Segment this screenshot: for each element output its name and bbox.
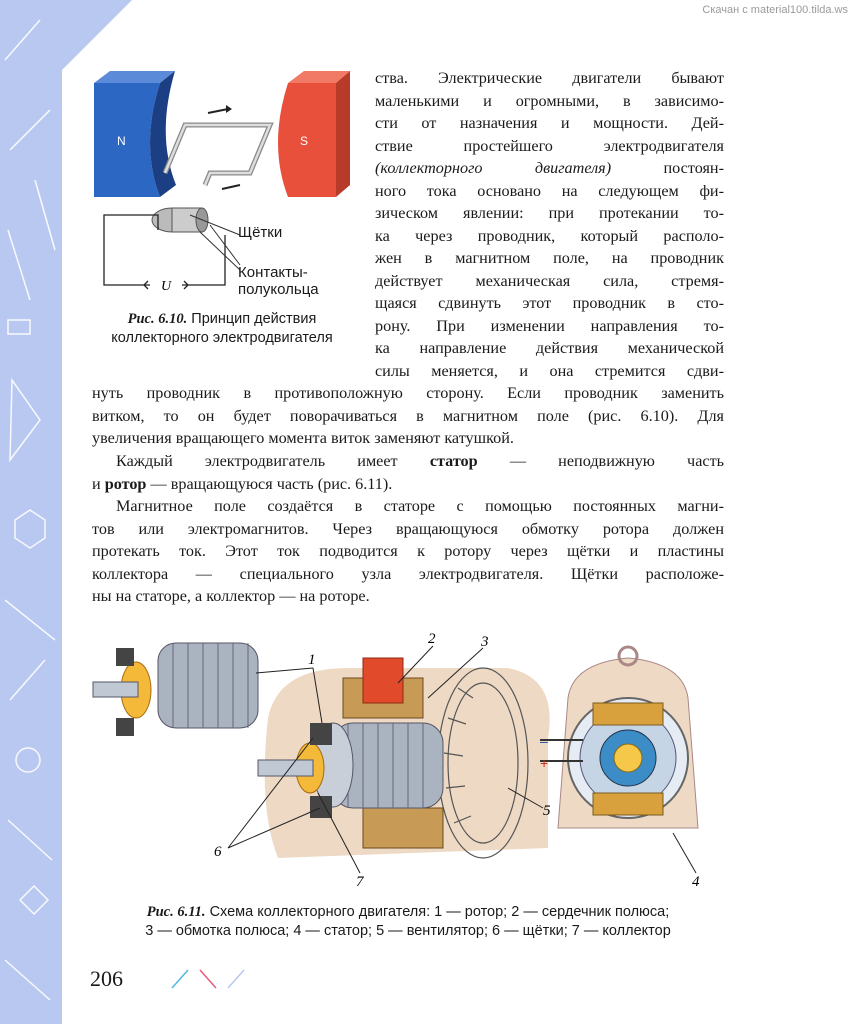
callout-4: 4 (692, 874, 700, 890)
callout-2: 2 (428, 631, 436, 647)
callout-1: 1 (308, 652, 316, 668)
callout-5: 5 (543, 803, 551, 819)
pole-n-label: N (117, 134, 126, 148)
callout-7: 7 (356, 874, 364, 890)
geometric-pattern-icon (0, 0, 62, 1024)
minus-terminal: – (540, 733, 548, 749)
page-decoration-icon (170, 968, 260, 990)
side-decoration-strip (0, 0, 62, 1024)
contacts-label: Контакты- полукольца (238, 264, 319, 298)
body-paragraph-1: нуть проводник в противоположную сторону. Если проводник заменить витком, то он будет поворачиваться в магнитном поле (рис. 6.10). Для увеличения вращающего момента виток заменяют катушкой. (92, 384, 724, 447)
pole-core-top (363, 658, 403, 703)
right-column-text: ства. Электрические двигатели бывают маленькими и огромными, в зависимо- сти от назначения и мощности. Дей- ствие простейшего электродвигателя (коллекторного двигателя) постоян- ного тока основано на следующем фи- зическом явлении: при протекании то- ка через проводник, который располо- жен в магнитном поле, на проводник действует механическая сила, стремя- щаяся сдвинуть этот проводник в сто- рону. При изменении направления то- ка направление действия механической силы меняется, и она стремится сдви- (375, 69, 724, 380)
figure-6-11-illustration (88, 628, 728, 898)
body-paragraph-2: Каждый электродвигатель имеет статор — неподвижную часть и ротор — вращающуюся часть (рис. 6.11). (92, 452, 725, 493)
pole-s-label: S (300, 134, 309, 148)
callout-6: 6 (214, 844, 222, 860)
watermark: Скачан с material100.tilda.ws (702, 4, 848, 16)
figure-6-11-caption: Рис. 6.11. Схема коллекторного двигателя: 1 — ротор; 2 — сердечник полюса; 3 — обмотка полюса; 4 — статор; 5 — вентилятор; 6 — щётки; 7 — коллектор (145, 904, 671, 939)
brush-top (310, 723, 332, 745)
voltage-label: U (161, 279, 172, 294)
plus-terminal: + (540, 755, 549, 771)
page-number: 206 (90, 966, 123, 991)
corner-decoration (62, 0, 132, 70)
callout-3: 3 (481, 634, 489, 650)
figure-6-10-caption: Рис. 6.10. Принцип действия коллекторного электродвигателя (111, 311, 333, 346)
body-paragraph-3: Магнитное поле создаётся в статоре с помощью постоянных магни- тов или электромагнитов. Через вращающуюся обмотку ротора должен протекать ток. Этот ток подводится к ротору через щётки и пластины коллектора — специального узла электродвигателя. Щётки расположе- ны на статоре, а коллектор — на роторе. (92, 497, 724, 605)
brushes-label: Щётки (238, 224, 283, 241)
pole-winding-bottom (363, 808, 443, 848)
